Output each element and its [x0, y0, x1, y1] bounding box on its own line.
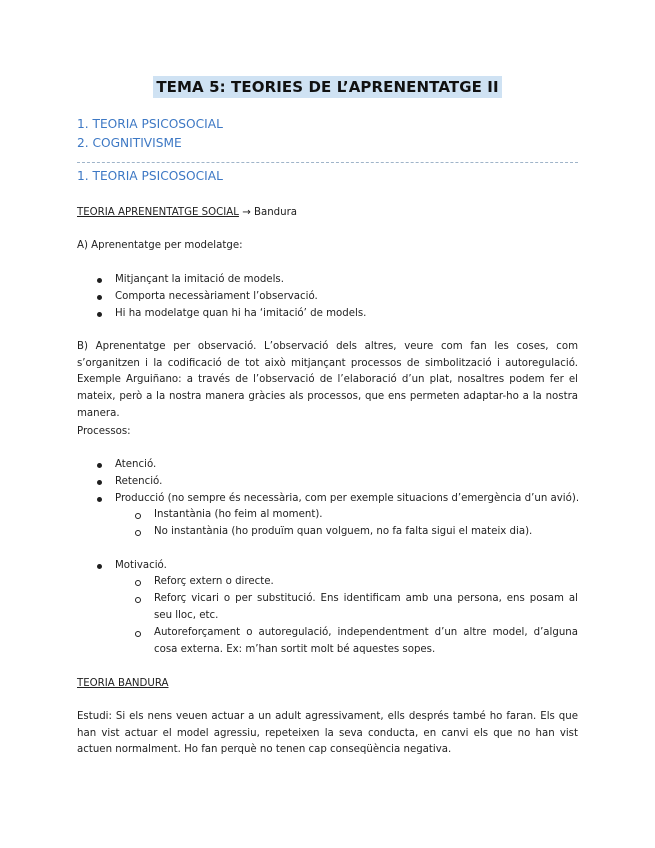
author-name: Bandura — [253, 207, 298, 218]
bullet-icon — [97, 312, 102, 317]
page-title: TEMA 5: TEORIES DE L’APRENENTATGE II — [153, 76, 501, 98]
bullet-icon — [97, 564, 102, 569]
section-divider — [77, 162, 578, 163]
sub-list-item: Instantània (ho feim al moment). — [135, 507, 578, 524]
list-item: Atenció. — [97, 457, 156, 474]
hollow-bullet-icon — [135, 530, 141, 536]
list-item: Motivació. — [97, 558, 167, 575]
list-item: Producció (no sempre és necessària, com per exemple situacions d’emergència d’un avió). — [97, 491, 579, 508]
bullet-icon — [97, 463, 102, 468]
list-item: Comporta necessàriament l’observació. — [97, 289, 318, 306]
list-item: Mitjançant la imitació de models. — [97, 272, 284, 289]
list-item: Retenció. — [97, 474, 162, 491]
sub-list-item: No instantània (ho produïm quan volguem, no fa falta sigui el mateix dia). — [135, 524, 578, 541]
bullet-icon — [97, 480, 102, 485]
observacio-paragraph: B) Aprenentatge per observació. L’observació dels altres, veure com fan les coses, com s’organitzen i la codificació de tot això mitjançant processos de simbolització i autoregulació. Exemple Arguiñano: a través de l’observació de l’elaboració d’un plat, nosaltres podem fer el mateix, però a la nostra manera gràcies als processos, que ens permeten adaptar-ho a la nostra manera. — [77, 341, 578, 419]
bullet-icon — [97, 295, 102, 300]
teoria-bandura-title: TEORIA BANDURA — [77, 678, 169, 689]
table-of-contents — [77, 115, 223, 153]
hollow-bullet-icon — [135, 513, 141, 519]
arrow-icon: → — [242, 207, 251, 218]
sub-list-item: Reforç vicari o per substitució. Ens identificam amb una persona, ens posam al seu lloc, etc. — [135, 591, 578, 624]
toc-link-teoria-psicosocial[interactable]: 1. TEORIA PSICOSOCIAL — [77, 117, 223, 131]
sub-list-item: Autoreforçament o autoregulació, independentment d’un altre model, d’alguna cosa externa. Ex: m’han sortit molt bé aquestes sopes. — [135, 625, 578, 658]
modelatge-label: A) Aprenentatge per modelatge: — [77, 240, 243, 251]
teoria-aprenentatge-social-title: TEORIA APRENENTATGE SOCIAL — [77, 207, 239, 218]
bullet-icon — [97, 278, 102, 283]
estudi-paragraph: Estudi: Si els nens veuen actuar a un adult agressivament, ells després també ho faran. Els que han vist actuar el model agressiu, repeteixen la seva conducta, en canvi els que no han vist actuen normalment. Ho fan perquè no tenen cap conseqüència negativa. — [77, 711, 578, 756]
hollow-bullet-icon — [135, 580, 141, 586]
toc-link-cognitivisme[interactable]: 2. COGNITIVISME — [77, 136, 182, 150]
list-item: Hi ha modelatge quan hi ha ‘imitació’ de models. — [97, 306, 366, 323]
section-heading: 1. TEORIA PSICOSOCIAL — [77, 169, 223, 183]
hollow-bullet-icon — [135, 631, 141, 637]
bullet-icon — [97, 497, 102, 502]
sub-list-item: Reforç extern o directe. — [135, 574, 578, 591]
processos-label: Processos: — [77, 426, 131, 437]
hollow-bullet-icon — [135, 597, 141, 603]
teoria-aprenentatge-social-line — [77, 205, 578, 222]
